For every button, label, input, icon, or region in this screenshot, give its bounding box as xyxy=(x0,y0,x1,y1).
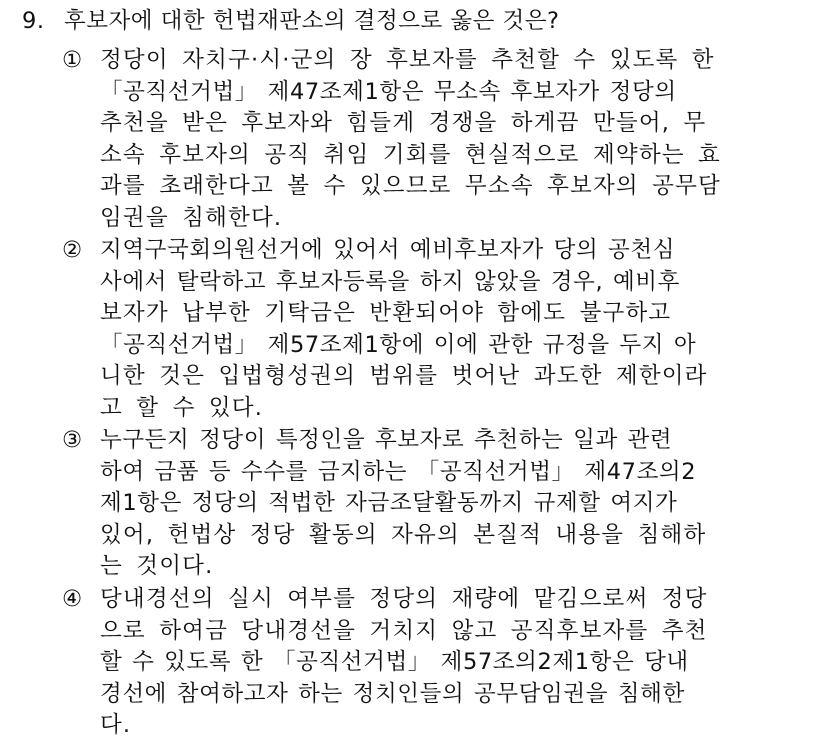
option-1-line-6: 임권을 침해한다. xyxy=(100,204,283,231)
option-4-line-3: 할 수 있도록 한 「공직선거법」 제57조의2제1항은 당내 xyxy=(100,649,689,676)
option-3-line-1: 누구든지 정당이 특정인을 후보자로 추천하는 일과 관련 xyxy=(100,427,673,453)
option-2-line-5: 니한 것은 입법형성권의 범위를 벗어난 과도한 제한이라 xyxy=(100,363,708,390)
option-2-line-6: 고 할 수 있다. xyxy=(100,394,264,421)
option-3-line-2: 하여 금품 등 수수를 금지하는 「공직선거법」 제47조의2 xyxy=(100,458,697,485)
option-1-line-5: 과를 초래한다고 볼 수 있으므로 무소속 후보자의 공무담 xyxy=(100,173,721,200)
option-4-line-1: 당내경선의 실시 여부를 정당의 재량에 맡김으로써 정당 xyxy=(100,586,708,612)
option-2-marker: ② xyxy=(62,237,83,263)
option-1-line-2: 「공직선거법」 제47조제1항은 무소속 후보자가 정당의 xyxy=(100,78,677,105)
option-2-line-2: 사에서 탈락하고 후보자등록을 하지 않았을 경우, 예비후 xyxy=(100,268,680,295)
option-1-line-4: 소속 후보자의 공직 취임 기회를 현실적으로 제약하는 효 xyxy=(100,141,721,168)
option-4-line-4: 경선에 참여하고자 하는 정치인들의 공무담임권을 침해한 xyxy=(100,680,685,707)
option-2-line-1: 지역구국회의원선거에 있어서 예비후보자가 당의 공천심 xyxy=(100,237,676,263)
option-3-text xyxy=(100,425,706,583)
option-4-marker: ④ xyxy=(62,586,83,612)
option-1-line-1: 정당이 자치구·시·군의 장 후보자를 추천할 수 있도록 한 xyxy=(100,47,715,73)
question-text: 후보자에 대한 헌법재판소의 결정으로 옳은 것은? xyxy=(64,8,560,34)
option-2-line-4: 「공직선거법」 제57조제1항에 이에 관한 규정을 두지 아 xyxy=(100,331,697,358)
option-4-line-2: 으로 하여금 당내경선을 거치지 않고 공직후보자를 추천 xyxy=(100,617,708,644)
option-3-line-5: 는 것이다. xyxy=(100,553,214,580)
option-1-line-3: 추천을 받은 후보자와 힘들게 경쟁을 하게끔 만들어, 무 xyxy=(100,110,707,137)
option-4-text xyxy=(100,584,708,742)
option-3-line-4: 있어, 헌법상 정당 활동의 자유의 본질적 내용을 침해하 xyxy=(100,521,707,548)
option-4-line-5: 다. xyxy=(100,712,132,739)
option-2-line-3: 보자가 납부한 기탁금은 반환되어야 함에도 불구하고 xyxy=(100,300,672,327)
question-number: 9. xyxy=(22,8,45,34)
option-2-text xyxy=(100,235,708,425)
option-3-marker: ③ xyxy=(62,427,83,453)
option-1-text xyxy=(100,45,721,235)
question-stem xyxy=(22,6,559,36)
option-3-line-3: 제1항은 정당의 적법한 자금조달활동까지 규제할 여지가 xyxy=(100,490,678,517)
option-1-marker: ① xyxy=(62,47,83,73)
